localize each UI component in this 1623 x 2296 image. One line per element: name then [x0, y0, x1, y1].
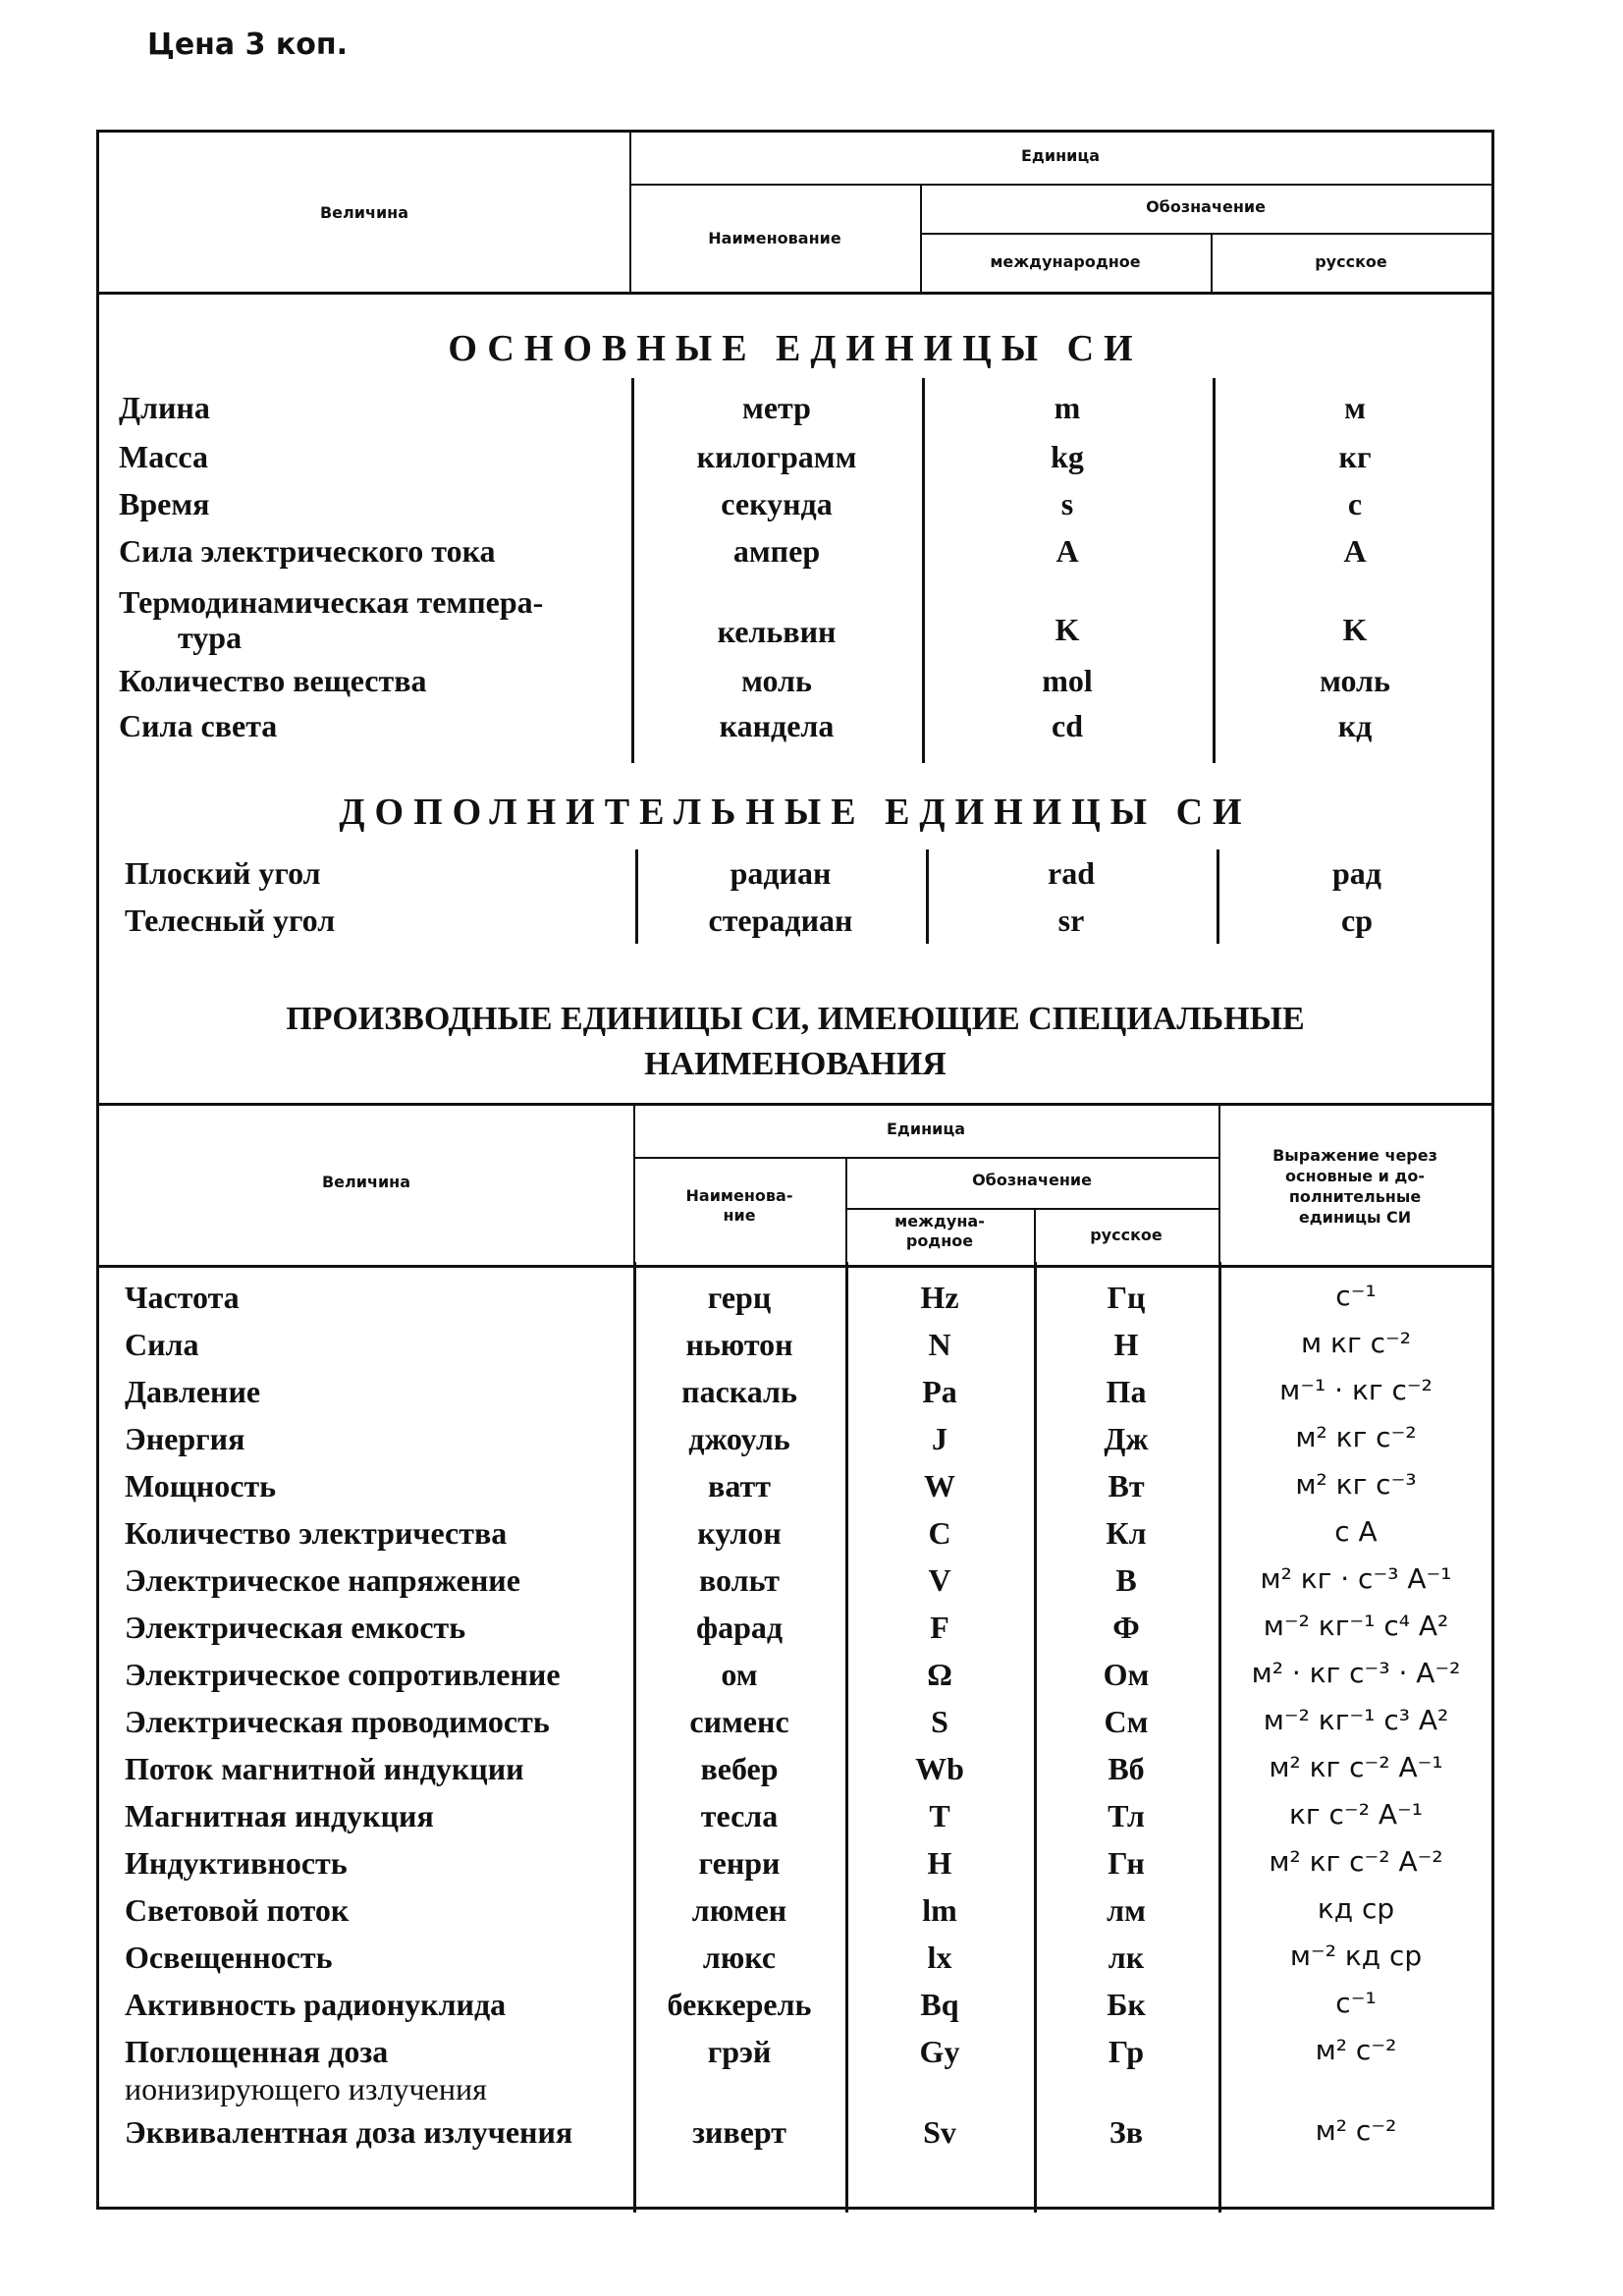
price-label: Цена 3 коп.: [147, 27, 349, 62]
cell-q: Электрическая проводимость: [125, 1704, 550, 1739]
cell-rus: См: [1104, 1704, 1149, 1739]
cell-intl: J: [932, 1421, 947, 1456]
cell-q: Освещенность: [125, 1940, 333, 1975]
table-row: [99, 1515, 1491, 1560]
header2-designation: Обозначение: [972, 1171, 1092, 1189]
cell-q: Поток магнитной индукции: [125, 1751, 524, 1786]
cell-name: паскаль: [681, 1374, 797, 1409]
header2-unit: Единица: [887, 1120, 965, 1138]
table-row: [99, 1751, 1491, 1796]
table-row: [99, 1468, 1491, 1513]
cell-rus: лк: [1108, 1940, 1145, 1975]
header2-quantity: Величина: [321, 1173, 411, 1191]
table-row: [99, 2114, 1491, 2159]
cell-rus: В: [1115, 1562, 1137, 1598]
cell-intl: N: [928, 1327, 951, 1362]
cell-q: Частота: [125, 1280, 240, 1315]
cell-name: ом: [721, 1657, 758, 1692]
table-row: [99, 1892, 1491, 1938]
cell-rus: Ф: [1112, 1610, 1140, 1645]
cell-rus: Зв: [1109, 2114, 1144, 2150]
cell-expr: м² кг с⁻²: [1295, 1421, 1417, 1453]
cell-expr: кд ср: [1317, 1892, 1395, 1925]
table-row: Время секунда s с: [119, 486, 1363, 521]
header-international: международное: [990, 252, 1141, 271]
cell-intl: Pa: [922, 1374, 957, 1409]
cell-expr: с⁻¹: [1335, 1987, 1377, 2019]
cell-rus: Дж: [1104, 1421, 1149, 1456]
cell-rus: Гн: [1108, 1845, 1145, 1881]
cell-rus: лм: [1107, 1892, 1146, 1928]
cell-rus: Ом: [1103, 1657, 1150, 1692]
cell-name: беккерель: [667, 1987, 812, 2022]
table-row: Масса килограмм kg кг: [119, 439, 1372, 474]
cell-q: Электрическая емкость: [125, 1610, 466, 1645]
table-row: Длина метр m м: [119, 390, 1366, 425]
cell-rus: Гц: [1107, 1280, 1146, 1315]
cell-intl: F: [930, 1610, 949, 1645]
table-row: [99, 1421, 1491, 1466]
cell-rus: Тл: [1108, 1798, 1145, 1833]
header2-expression: Выражение через основные и до- полнительные единицы СИ: [1272, 1146, 1437, 1227]
cell-intl: Bq: [920, 1987, 959, 2022]
cell-name: люмен: [691, 1892, 787, 1928]
cell-q: Количество электричества: [125, 1515, 508, 1551]
cell-intl: V: [928, 1562, 951, 1598]
cell-name: ватт: [708, 1468, 771, 1503]
cell-name: грэй: [707, 2034, 772, 2069]
cell-expr: м кг с⁻²: [1301, 1327, 1411, 1359]
cell-name: люкс: [702, 1940, 777, 1975]
table-row: Плоский угол радиан rad рад: [125, 855, 1381, 891]
cell-intl: lm: [922, 1892, 957, 1928]
cell-expr: м² с⁻²: [1315, 2114, 1397, 2147]
cell-name: вольт: [698, 1562, 780, 1598]
cell-expr: м² кг с⁻² А⁻²: [1269, 1845, 1443, 1878]
table-row: [99, 1940, 1491, 1985]
cell-q: Энергия: [125, 1421, 245, 1456]
table-row: [99, 1987, 1491, 2032]
cell-name: ньютон: [685, 1327, 793, 1362]
cell-intl: Wb: [915, 1751, 964, 1786]
header-unit: Единица: [1021, 146, 1100, 165]
cell-expr: м⁻² кг⁻¹ с⁴ А²: [1263, 1610, 1449, 1642]
header-russian: русское: [1315, 252, 1387, 271]
cell-expr: м² кг с⁻² А⁻¹: [1269, 1751, 1443, 1783]
cell-expr: с⁻¹: [1335, 1280, 1377, 1312]
cell-expr: м² кг · с⁻³ А⁻¹: [1260, 1562, 1452, 1595]
cell-expr: м⁻¹ · кг с⁻²: [1279, 1374, 1433, 1406]
cell-intl: C: [928, 1515, 951, 1551]
cell-rus: Бк: [1107, 1987, 1146, 2022]
section-basic-title: ОСНОВНЫЕ ЕДИНИЦЫ СИ: [448, 328, 1143, 369]
table-row: Термодинамическая темпера- тура кельвин K K: [119, 584, 1368, 655]
si-units-table: [96, 130, 1494, 2210]
cell-intl: Ω: [927, 1657, 952, 1692]
header2-name: Наименова- ние: [685, 1186, 793, 1225]
cell-expr: м² кг с⁻³: [1295, 1468, 1417, 1501]
cell-name: кулон: [697, 1515, 782, 1551]
cell-expr: м² с⁻²: [1315, 2034, 1397, 2066]
cell-name: зиверт: [692, 2114, 786, 2150]
cell-q2: ионизирующего излучения: [125, 2071, 487, 2106]
table-row: [99, 1280, 1491, 1325]
table-row: [99, 2034, 1491, 2106]
cell-q: Активность радионуклида: [125, 1987, 507, 2022]
cell-rus: Н: [1113, 1327, 1139, 1362]
cell-intl: H: [927, 1845, 952, 1881]
table-row: Телесный угол стерадиан sr ср: [125, 902, 1373, 938]
cell-name: герц: [707, 1280, 772, 1315]
cell-q: Эквивалентная доза излучения: [125, 2114, 573, 2150]
table-header: [99, 133, 1491, 295]
cell-name: вебер: [700, 1751, 779, 1786]
table-row: [99, 1657, 1491, 1702]
table-row: [99, 1610, 1491, 1655]
section-derived-title: ПРОИЗВОДНЫЕ ЕДИНИЦЫ СИ, ИМЕЮЩИЕ СПЕЦИАЛЬНЫЕ НАИМЕНОВАНИЯ: [286, 1001, 1305, 1082]
cell-q: Индуктивность: [125, 1845, 348, 1881]
table-row: [99, 1704, 1491, 1749]
table-row: Сила электрического тока ампер A A: [119, 533, 1367, 569]
cell-q: Сила: [125, 1327, 199, 1362]
section-supplementary-title: ДОПОЛНИТЕЛЬНЫЕ ЕДИНИЦЫ СИ: [339, 792, 1252, 833]
cell-q: Поглощенная доза: [125, 2034, 389, 2069]
header-name: Наименование: [708, 229, 841, 247]
cell-q: Световой поток: [125, 1892, 350, 1928]
cell-name: тесла: [700, 1798, 779, 1833]
table-row: [99, 1562, 1491, 1608]
cell-q: Магнитная индукция: [125, 1798, 434, 1833]
cell-intl: Hz: [920, 1280, 959, 1315]
cell-rus: Па: [1106, 1374, 1147, 1409]
table-row: [99, 1845, 1491, 1890]
cell-intl: S: [931, 1704, 948, 1739]
cell-intl: W: [924, 1468, 955, 1503]
cell-expr: м⁻² кд ср: [1289, 1940, 1423, 1972]
cell-q: Мощность: [125, 1468, 277, 1503]
cell-name: генри: [698, 1845, 781, 1881]
cell-intl: Sv: [923, 2114, 956, 2150]
table-row: [99, 1798, 1491, 1843]
table-row: [99, 1374, 1491, 1419]
derived-table-header: [99, 1103, 1491, 1268]
header-designation: Обозначение: [1146, 197, 1266, 216]
table-row: Количество вещества моль mol моль: [119, 663, 1390, 698]
cell-expr: м² · кг с⁻³ · А⁻²: [1251, 1657, 1461, 1689]
cell-expr: м⁻² кг⁻¹ с³ А²: [1263, 1704, 1449, 1736]
cell-intl: lx: [927, 1940, 952, 1975]
cell-q: Электрическое сопротивление: [125, 1657, 561, 1692]
cell-q: Давление: [125, 1374, 261, 1409]
cell-rus: Вб: [1108, 1751, 1145, 1786]
cell-intl: Gy: [919, 2034, 960, 2069]
cell-expr: кг с⁻² А⁻¹: [1289, 1798, 1423, 1831]
table-row: Сила света кандела cd кд: [119, 708, 1373, 743]
cell-rus: Вт: [1108, 1468, 1145, 1503]
cell-rus: Кл: [1106, 1515, 1147, 1551]
header2-russian: русское: [1090, 1226, 1163, 1244]
cell-intl: T: [929, 1798, 950, 1833]
cell-name: сименс: [689, 1704, 789, 1739]
header2-international: междуна- родное: [894, 1212, 985, 1250]
cell-name: джоуль: [688, 1421, 790, 1456]
cell-name: фарад: [695, 1610, 784, 1645]
cell-q: Электрическое напряжение: [125, 1562, 520, 1598]
cell-expr: с А: [1334, 1515, 1378, 1548]
cell-rus: Гр: [1108, 2034, 1145, 2069]
table-row: [99, 1327, 1491, 1372]
header-quantity: Величина: [319, 203, 409, 222]
